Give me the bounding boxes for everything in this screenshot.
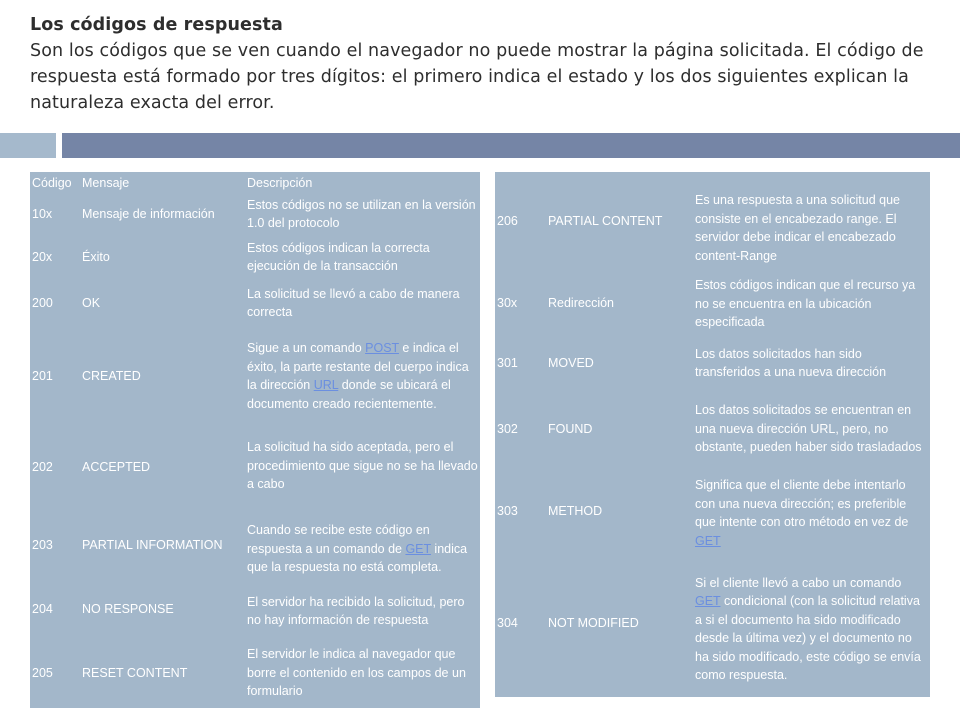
post-link[interactable]: POST xyxy=(365,341,399,355)
row-description: La solicitud se llevó a cabo de manera correcta xyxy=(247,286,460,319)
row-code: 302 xyxy=(497,422,518,436)
table-row xyxy=(30,426,480,506)
row-message: Mensaje de información xyxy=(82,207,215,221)
row-message: FOUND xyxy=(548,422,593,436)
row-message: CREATED xyxy=(82,369,141,383)
slide-title: Los códigos de respuesta xyxy=(30,15,283,35)
table-row xyxy=(30,640,480,706)
row-description: Los datos solicitados han sido transferidos a una nueva dirección xyxy=(695,346,887,379)
header-code: Código xyxy=(32,176,72,190)
row-description xyxy=(247,506,480,582)
row-description: El servidor ha recibido la solicitud, pero no hay información de respuesta xyxy=(247,594,465,627)
row-message: OK xyxy=(82,296,101,310)
slide-header xyxy=(30,12,940,116)
row-code: 304 xyxy=(497,616,518,630)
desc-text: donde se ubicará el documento creado recientemente. xyxy=(247,378,451,411)
row-message: ACCEPTED xyxy=(82,460,151,474)
row-code: 200 xyxy=(32,296,53,310)
row-description: El servidor le indica al navegador que borre el contenido en los campos de un formulario xyxy=(247,647,466,699)
get-link[interactable]: GET xyxy=(695,533,721,548)
row-description xyxy=(695,552,930,692)
row-description xyxy=(695,468,930,552)
row-message: RESET CONTENT xyxy=(82,666,188,680)
row-message: PARTIAL INFORMATION xyxy=(82,538,223,552)
row-description: Estos códigos no se utilizan en la versión 1.0 del protocolo xyxy=(247,197,476,230)
row-message: NOT MODIFIED xyxy=(548,616,639,630)
desc-text: Cuando se recibe este código en respuesta a un comando de xyxy=(247,523,430,556)
row-message: PARTIAL CONTENT xyxy=(548,214,663,228)
row-code: 205 xyxy=(32,666,53,680)
table-row xyxy=(30,234,480,280)
row-message: MOVED xyxy=(548,356,594,370)
desc-text: e indica el éxito, la parte restante del cuerpo indica la dirección xyxy=(247,341,469,392)
row-code: 10x xyxy=(32,207,53,221)
row-description: Los datos solicitados se encuentran en una nueva dirección URL, pero, no obstante, pueden haber sido trasladados xyxy=(695,403,922,455)
desc-text: indica que la respuesta no está completa. xyxy=(247,541,468,575)
row-message: NO RESPONSE xyxy=(82,602,174,616)
row-description: Estos códigos indican la correcta ejecución de la transacción xyxy=(247,240,430,273)
table-header-row xyxy=(30,172,480,194)
url-link[interactable]: URL xyxy=(313,378,339,392)
row-description xyxy=(247,326,480,426)
desc-text: Significa que el cliente debe intentarlo con una nueva dirección; es preferible que intente con otro método en vez de xyxy=(695,478,909,529)
get-link[interactable]: GET xyxy=(695,594,721,608)
get-link[interactable]: GET xyxy=(405,541,431,556)
desc-text: condicional (con la solicitud relativa a si el documento ha sido modificado desde la última vez) y el documento no ha sido modificado, este código se envía como respuesta. xyxy=(695,594,921,682)
table-row xyxy=(30,326,480,426)
row-description: Estos códigos indican que el recurso ya no se encuentra en la ubicación especificada xyxy=(695,278,916,330)
header-description: Descripción xyxy=(247,176,313,190)
desc-text: Si el cliente llevó a cabo un comando xyxy=(695,575,902,590)
accent-bar-large xyxy=(62,133,960,158)
row-code: 303 xyxy=(497,504,518,518)
table-row xyxy=(30,582,480,640)
row-code: 20x xyxy=(32,250,53,264)
row-message: Redirección xyxy=(548,296,615,310)
row-code: 301 xyxy=(497,356,518,370)
table-row xyxy=(495,552,930,692)
table-row xyxy=(495,334,930,388)
table-row xyxy=(30,506,480,582)
header-message: Mensaje xyxy=(82,176,130,190)
table-row xyxy=(495,270,930,334)
row-code: 206 xyxy=(497,214,518,228)
row-description: La solicitud ha sido aceptada, pero el procedimiento que sigue no se ha llevado a cabo xyxy=(247,440,478,492)
response-codes-table-left xyxy=(30,172,480,708)
intro-text: Son los códigos que se ven cuando el navegador no puede mostrar la página solicitada. El código de respuesta está formado por tres dígitos: el primero indica el estado y los dos siguientes explican la naturaleza exacta del error. xyxy=(30,41,924,113)
response-codes-table-right xyxy=(495,172,930,697)
row-message: METHOD xyxy=(548,504,603,518)
row-code: 201 xyxy=(32,369,53,383)
table-row xyxy=(495,468,930,552)
row-description: Es una respuesta a una solicitud que consiste en el encabezado range. El servidor debe indicar el encabezado content-Range xyxy=(695,193,900,263)
row-code: 203 xyxy=(32,538,53,552)
table-row xyxy=(495,172,930,270)
table-row xyxy=(30,280,480,326)
row-message: Éxito xyxy=(82,250,110,264)
desc-text: Sigue a un comando xyxy=(247,341,366,355)
table-row xyxy=(30,194,480,234)
row-code: 30x xyxy=(497,296,518,310)
row-code: 202 xyxy=(32,460,53,474)
table-row xyxy=(495,388,930,468)
row-code: 204 xyxy=(32,602,53,616)
accent-bar-small xyxy=(0,133,56,158)
